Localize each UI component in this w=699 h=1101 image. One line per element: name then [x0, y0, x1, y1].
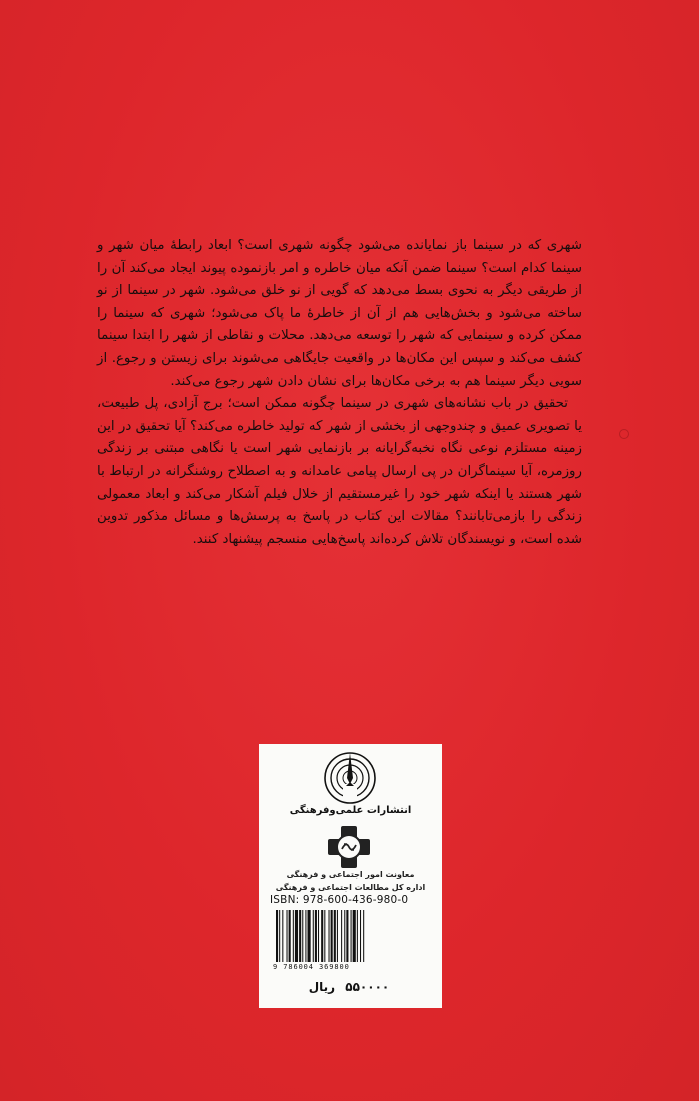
publisher-panel: [259, 744, 442, 1008]
blurb-text: [97, 235, 582, 551]
blurb-paragraph-1: شهری که در سینما باز نمایانده می‌شود چگونه شهری است؟ ابعاد رابطهٔ میان شهر و سینما کدام است؟ سینما ضمن آنکه میان خاطره و امر بازنموده پیوند ایجاد می‌کند آن را از طریقی دیگر به نحوی بسط می‌دهد که گویی از نو خلق می‌شود. شهر در سینما از نو ساخته می‌شود و بخش‌هایی هم از آن از خاطرهٔ ما پاک می‌شود؛ شهری که سینما را ممکن کرده و سینمایی که شهر را توسعه می‌دهد. محلات و نقاطی از شهر را ابتدا سینما کشف می‌کند و سپس این مکان‌ها در واقعیت جایگاهی می‌شوند برای زیستن و رجوع. از سویی دیگر سینما هم به برخی مکان‌ها برای نشان دادن شهر رجوع می‌کند.: [97, 238, 582, 389]
price-value: ۵۵۰۰۰۰: [345, 980, 390, 994]
blurb-paragraph-2: تحقیق در باب نشانه‌های شهری در سینما چگونه ممکن است؛ برج آزادی، پل طبیعت، یا تصویری عمیق و چندوجهی از بخشی از شهر که تولید خاطره می‌کند؟ آیا تحقیق در این زمینه مستلزم نوعی نگاه نخبه‌گرایانه بر بازنمایی شهر است یا نگاهی مبتنی بر زندگی روزمره، آیا سینماگران در پی ارسال پیامی عامدانه و به اصطلاح روشنگرانه در ارتباط با شهر هستند یا اینکه شهر خود را غیرمستقیم از خلال فیلم آشکار می‌کند و ابعاد معمولی زندگی را بازمی‌تابانند؟ مقالات این کتاب در پاسخ به پرسش‌ها و مسائل مذکور تدوین شده است، و نویسندگان تلاش کرده‌اند پاسخ‌هایی منسجم پیشنهاد کنند.: [97, 396, 582, 547]
department-line-1: معاونت امور اجتماعی و فرهنگی: [286, 870, 415, 879]
seal-emblem-icon: [324, 822, 374, 872]
price-label: [269, 980, 429, 994]
publisher-logo-icon: [322, 750, 378, 804]
publisher-name: انتشارات علمی‌وفرهنگی: [289, 805, 412, 816]
barcode-digits: 9 786004 369800: [273, 963, 350, 971]
barcode-icon: [273, 910, 428, 962]
department-line-2: اداره کل مطالعات اجتماعی و فرهنگی: [275, 883, 426, 892]
circle-mark-icon: [619, 429, 629, 439]
isbn-text: ISBN: 978-600-436-980-0: [270, 894, 409, 906]
price-unit: ریال: [308, 980, 336, 994]
